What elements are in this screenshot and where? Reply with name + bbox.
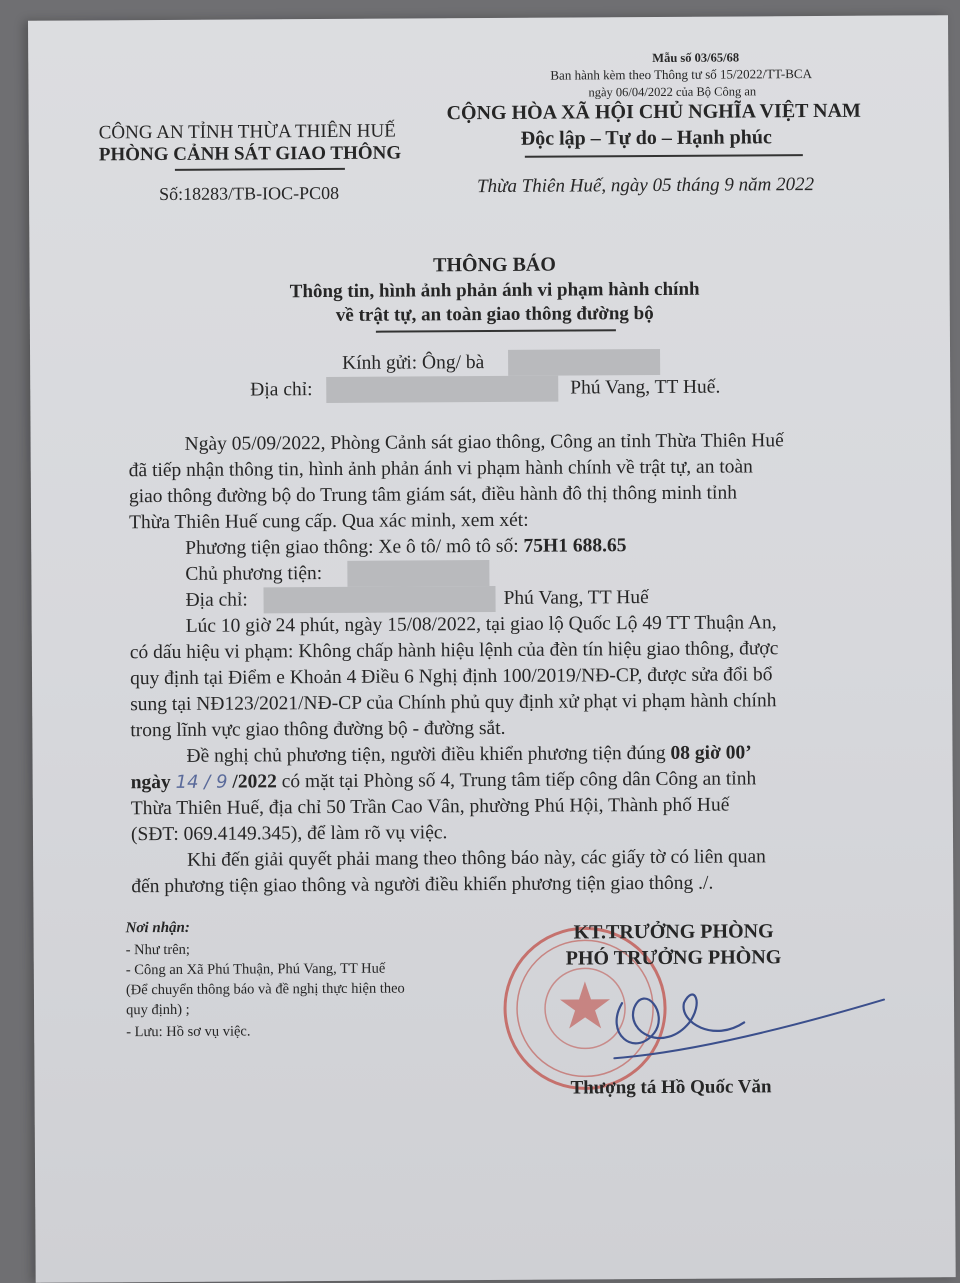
form-code: Mẫu số 03/65/68 <box>652 50 740 65</box>
paragraph1-line3: giao thông đường bộ do Trung tâm giám sát, điều hành đô thị thông minh tỉnh <box>128 482 738 508</box>
redacted-recipient-name <box>508 349 660 376</box>
paragraph4-line1: Khi đến giải quyết phải mang theo thông báo này, các giấy tờ có liên quan <box>187 846 766 871</box>
redacted-recipient-address <box>326 376 558 403</box>
appointment-year: /2022 <box>232 771 277 793</box>
appointment-time: 08 giờ 00’ <box>670 742 752 764</box>
owner-address-label: Địa chỉ: <box>185 589 248 611</box>
org-name-line2: PHÒNG CẢNH SÁT GIAO THÔNG <box>98 142 402 166</box>
org-underline <box>175 168 345 171</box>
handwritten-signature <box>594 962 895 1074</box>
recipients-line3: (Để chuyển thông báo và đề nghị thực hiện theo <box>125 980 405 999</box>
paragraph2-line4: sung tại NĐ123/2021/NĐ-CP của Chính phủ quy định xử phạt vi phạm hành chính <box>130 690 777 716</box>
recipient-address-suffix: Phú Vang, TT Huế. <box>570 376 721 399</box>
recipients-line4: quy định) ; <box>126 1001 190 1019</box>
paragraph3-line4: (SĐT: 069.4149.345), để làm rõ vụ việc. <box>130 822 448 846</box>
subtitle-underline <box>376 329 616 332</box>
vehicle-label: Phương tiện giao thông: Xe ô tô/ mô tô số: <box>185 535 519 559</box>
recipient-address-label: Địa chỉ: <box>250 379 313 401</box>
paragraph2-line1: Lúc 10 giờ 24 phút, ngày 15/08/2022, tại giao lộ Quốc Lộ 49 TT Thuận An, <box>185 612 777 637</box>
paragraph4-line2: đến phương tiện giao thông và người điều khiển phương tiện giao thông ./. <box>131 872 714 898</box>
redacted-owner-address <box>263 586 495 613</box>
redacted-owner-name <box>347 560 489 587</box>
recipients-title: Nơi nhận: <box>125 919 190 937</box>
motto-underline <box>525 154 803 157</box>
place-date: Thừa Thiên Huế, ngày 05 tháng 9 năm 2022 <box>476 174 815 198</box>
vehicle-plate: 75H1 688.65 <box>523 535 627 557</box>
signer-title-line1: KT.TRƯỞNG PHÒNG <box>573 920 774 944</box>
recipient-greeting: Kính gửi: Ông/ bà <box>342 352 485 374</box>
org-name-line1: CÔNG AN TỈNH THỪA THIÊN HUẾ <box>98 120 396 144</box>
appointment-day-label: ngày <box>130 771 171 794</box>
paragraph2-line5: trong lĩnh vực giao thông đường bộ - đường sắt. <box>130 717 506 742</box>
document-subtitle-line1: Thông tin, hình ảnh phản ánh vi phạm hành chính <box>289 278 700 303</box>
owner-address-suffix: Phú Vang, TT Huế <box>503 587 649 609</box>
signer-title-line2: PHÓ TRƯỞNG PHÒNG <box>565 946 782 970</box>
paragraph1-line4: Thừa Thiên Huế cung cấp. Qua xác minh, xem xét: <box>129 509 529 534</box>
paragraph3-line1 <box>186 742 751 767</box>
vehicle-info <box>185 535 626 560</box>
owner-label: Chủ phương tiện: <box>185 563 323 585</box>
nation-title: CỘNG HÒA XÃ HỘI CHỦ NGHĨA VIỆT NAM <box>446 99 861 125</box>
paragraph2-line3: quy định tại Điểm e Khoản 4 Điều 6 Nghị định 100/2019/NĐ-CP, được sửa đổi bổ <box>129 664 773 690</box>
paragraph1-line2: đã tiếp nhận thông tin, hình ảnh phản ánh vi phạm hành chính về trật tự, an toàn <box>128 456 753 482</box>
document-subtitle-line2: về trật tự, an toàn giao thông đường bộ <box>335 302 654 326</box>
signer-name: Thượng tá Hồ Quốc Văn <box>570 1076 772 1099</box>
recipients-line1: - Như trên; <box>125 941 190 959</box>
paragraph3-line3: Thừa Thiên Huế, địa chỉ 50 Trần Cao Vân, phường Phú Hội, Thành phố Huế <box>130 794 730 820</box>
handwritten-date: 14 / 9 <box>175 771 228 793</box>
recipients-line5: - Lưu: Hồ sơ vụ việc. <box>126 1023 251 1041</box>
paragraph3-line2 <box>131 768 757 794</box>
paragraph3-line1-text: Đề nghị chủ phương tiện, người điều khiển phương tiện đúng <box>186 742 666 767</box>
paragraph3-line2-text: có mặt tại Phòng số 4, Trung tâm tiếp công dân Công an tỉnh <box>281 768 757 793</box>
form-note-line1: Ban hành kèm theo Thông tư số 15/2022/TT-BCA <box>550 66 813 83</box>
document-number: Số:18283/TB-IOC-PC08 <box>159 182 340 205</box>
form-note-line2: ngày 06/04/2022 của Bộ Công an <box>588 84 757 100</box>
recipients-line2: - Công an Xã Phú Thuận, Phú Vang, TT Huế <box>125 960 386 979</box>
document-page <box>28 15 956 1283</box>
paragraph1-line1: Ngày 05/09/2022, Phòng Cảnh sát giao thông, Công an tỉnh Thừa Thiên Huế <box>184 430 784 455</box>
nation-motto: Độc lập – Tự do – Hạnh phúc <box>520 126 772 150</box>
paragraph2-line2: có dấu hiệu vi phạm: Không chấp hành hiệu lệnh của đèn tín hiệu giao thông, được <box>129 638 779 664</box>
document-title: THÔNG BÁO <box>433 253 556 277</box>
